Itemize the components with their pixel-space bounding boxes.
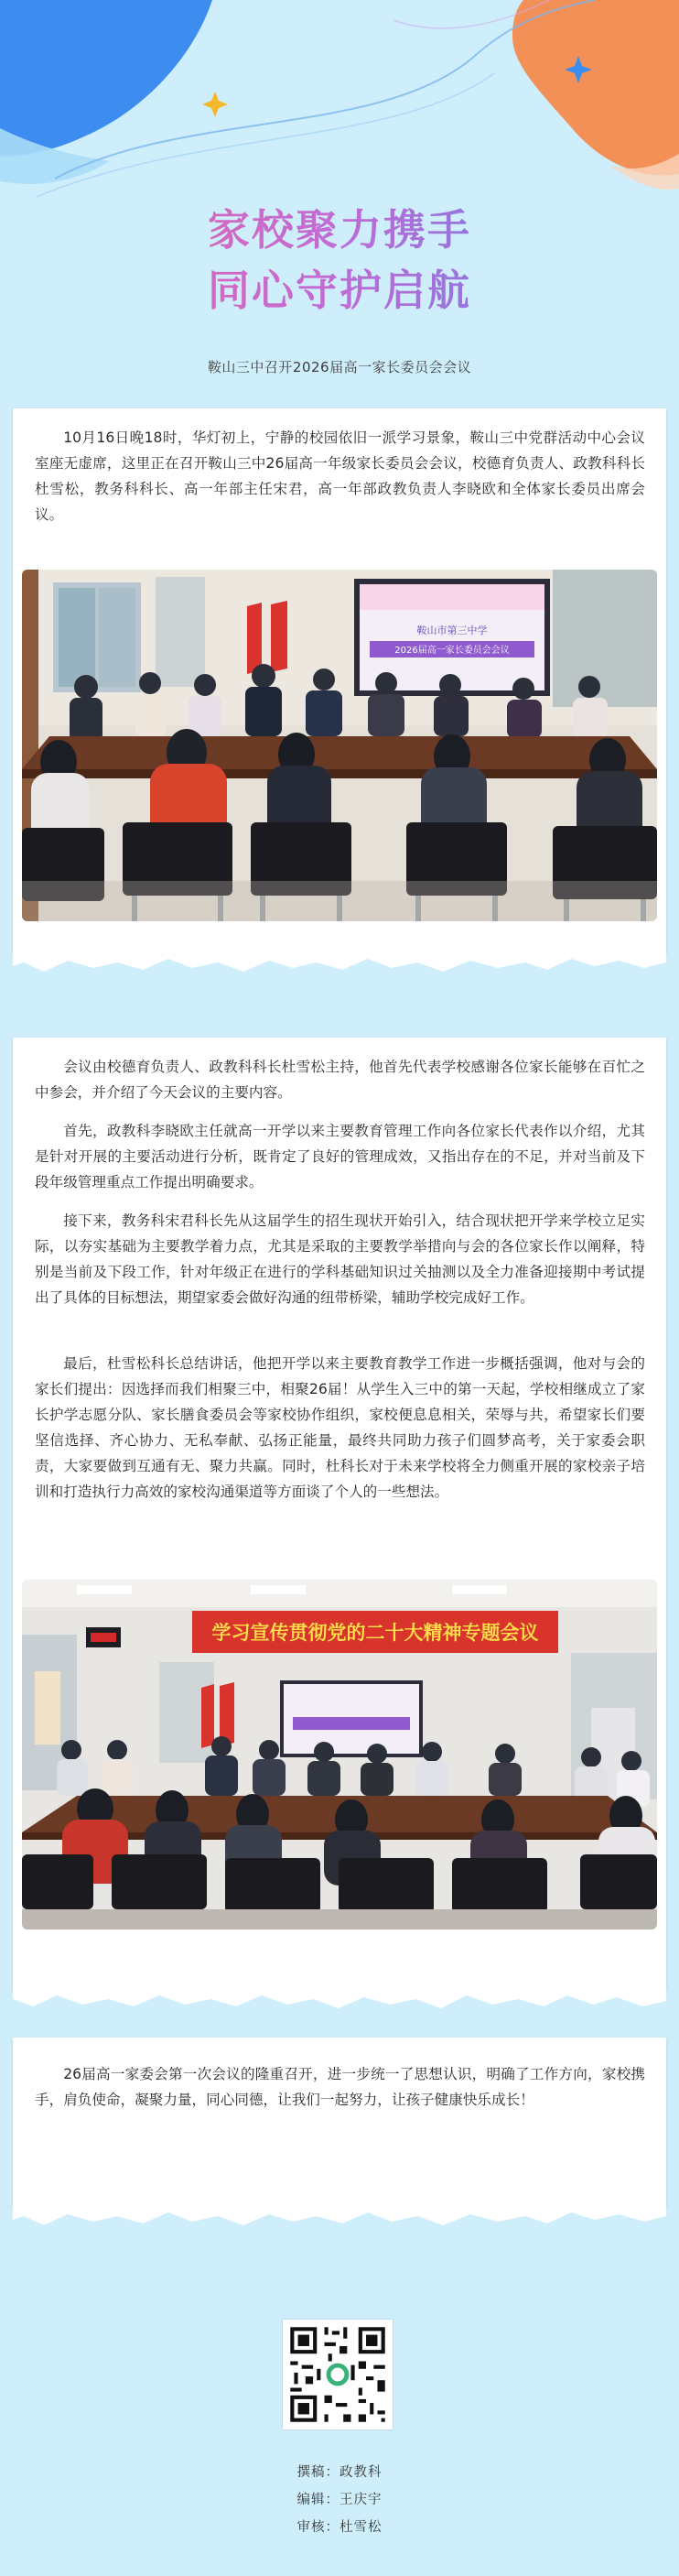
content-card-1 — [13, 408, 666, 953]
closing-paragraph: 26届高一家委会第一次会议的隆重召开，进一步统一了思想认识，明确了工作方向，家校携手，肩负使命，凝聚力量，同心同德，让我们一起努力，让孩子健康快乐成长！ — [35, 2066, 645, 2108]
screen-text-1: 鞍山市第三中学 — [416, 625, 488, 636]
torn-edge — [13, 2205, 666, 2227]
page-title-line1: 家校聚力携手 — [0, 200, 679, 260]
credit-writer: 撰稿：政教科 — [296, 2465, 383, 2480]
body-paragraph-3: 接下来，教务科宋君科长先从这届学生的招生现状开始引入，结合现状把开学来学校立足实际，以夯实基础为主要教学着力点，尤其是采取的主要教学举措向与会的各位家长作以阐释，特别是当前及下段工作，针对年级正在进行的学科基础知识过关抽测以及全力准备迎接期中考试提出了具体的目标想法，期望家委会做好沟通的纽带桥梁，辅助学校完成好工作。 — [35, 1212, 645, 1306]
content-card-2 — [13, 1038, 666, 1990]
page-subtitle: 鞍山三中召开2026届高一家长委员会会议 — [207, 359, 472, 375]
body-paragraph-1: 会议由校德育负责人、政教科科长杜雪松主持，他首先代表学校感谢各位家长能够在百忙之中参会，并介绍了今天会议的主要内容。 — [35, 1059, 645, 1101]
body-paragraph-2: 首先，政教科李晓欧主任就高一开学以来主要教育管理工作向各位家长代表作以介绍，尤其是针对开展的主要活动进行分析，既肯定了良好的管理成效，又指出存在的不足，并对当前及下段年级管理重点工作提出明确要求。 — [35, 1123, 645, 1190]
body-paragraph-4: 最后，杜雪松科长总结讲话，他把开学以来主要教育教学工作进一步概括强调，他对与会的家长们提出：因选择而我们相聚三中，相聚26届！从学生入三中的第一天起，学校相继成立了家长护学志愿分队、家长膳食委员会等家校协作组织，家校便息息相关，荣辱与共，希望家长们要坚信选择、齐心协力、无私奉献、弘扬正能量，最终共同助力孩子们圆梦高考，关于家委会职责，大家要做到互通有无、聚力共赢。同时，杜科长对于未来学校将全力侧重开展的家校亲子培训和打造执行力高效的家校沟通渠道等方面谈了个人的一些想法。 — [35, 1355, 645, 1500]
qr-code-icon — [283, 2320, 393, 2429]
title-block — [0, 200, 679, 321]
credits — [0, 2459, 679, 2541]
content-card-3 — [13, 2038, 666, 2207]
torn-edge — [13, 951, 666, 973]
meeting-photo-1-image — [22, 570, 657, 921]
header-decoration — [0, 0, 679, 211]
meeting-photo-2 — [22, 1580, 657, 1929]
screen-text-2: 2026届高一家长委员会会议 — [394, 646, 510, 656]
torn-edge — [13, 1988, 666, 2010]
meeting-photo-2-image — [22, 1580, 657, 1929]
meeting-photo-1 — [22, 570, 657, 921]
star-icon — [202, 92, 228, 117]
page-title-line2: 同心守护启航 — [0, 260, 679, 321]
credit-reviewer: 审核：杜雪松 — [296, 2520, 383, 2535]
intro-paragraph: 10月16日晚18时，华灯初上，宁静的校园依旧一派学习景象，鞍山三中党群活动中心会议室座无虚席，这里正在召开鞍山三中26届高一年级家长委员会会议，校德育负责人、政教科科长杜雪松，教务科科长、高一年部主任宋君，高一年部政教负责人李晓欧和全体家长委员出席会议。 — [35, 429, 645, 523]
credit-editor: 编辑：王庆宇 — [296, 2493, 383, 2507]
banner-text: 学习宣传贯彻党的二十大精神专题会议 — [211, 1622, 539, 1644]
